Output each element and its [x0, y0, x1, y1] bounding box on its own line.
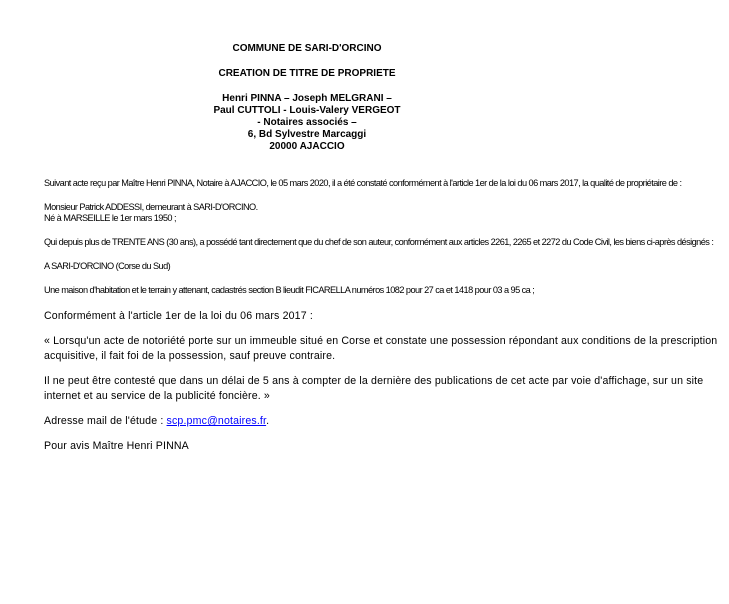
- quote-line-2: acquisitive, il fait foi de la possession, sauf preuve contraire.: [44, 350, 336, 362]
- owner-line-1: Monsieur Patrick ADDESSI, demeurant à SARI-D'ORCINO.: [44, 202, 258, 212]
- email-suffix: .: [266, 415, 270, 427]
- signature-line: Pour avis Maître Henri PINNA: [44, 440, 189, 452]
- notaries-line-1: Henri PINNA – Joseph MELGRANI –: [222, 93, 392, 104]
- commune-title: COMMUNE DE SARI-D'ORCINO: [232, 43, 382, 54]
- possession-paragraph: Qui depuis plus de TRENTE ANS (30 ans), a possédé tant directement que du chef de son auteur, conformément aux articles 2261, 2265 et 2272 du Code Civil, les biens ci-après désignés :: [44, 237, 714, 247]
- notice-subject: CREATION DE TITRE DE PROPRIETE: [218, 68, 396, 79]
- contest-line-1: Il ne peut être contesté que dans un délai de 5 ans à compter de la dernière des publications de cet acte par voie d'affichage, sur un site: [44, 375, 704, 387]
- address-line-1: 6, Bd Sylvestre Marcaggi: [247, 129, 367, 140]
- law-intro: Conformément à l'article 1er de la loi du 06 mars 2017 :: [44, 310, 313, 322]
- quote-line-1: « Lorsqu'un acte de notoriété porte sur un immeuble situé en Corse et constate une possession répondant aux conditions de la prescription: [44, 335, 718, 347]
- contest-line-2: internet et au service de la publicité foncière. »: [44, 390, 270, 402]
- notaries-line-2: Paul CUTTOLI - Louis-Valery VERGEOT: [213, 105, 401, 116]
- owner-line-2: Né à MARSEILLE le 1er mars 1950 ;: [44, 213, 176, 223]
- address-line-2: 20000 AJACCIO: [269, 141, 345, 152]
- acte-paragraph: Suivant acte reçu par Maître Henri PINNA, Notaire à AJACCIO, le 05 mars 2020, il a été constaté conformément à l'article 1er de la loi du 06 mars 2017, la qualité de propriétaire de :: [44, 178, 682, 188]
- email-link[interactable]: scp.pmc@notaires.fr: [166, 415, 267, 427]
- property-description: Une maison d'habitation et le terrain y attenant, cadastrés section B lieudit FICARELLA numéros 1082 pour 27 ca et 1418 pour 03 a 95 ca ;: [44, 285, 535, 295]
- notaries-line-3: - Notaires associés –: [257, 117, 357, 128]
- email-line: [44, 414, 269, 429]
- location-line: A SARI-D'ORCINO (Corse du Sud): [44, 261, 171, 271]
- email-label: Adresse mail de l'étude :: [44, 415, 167, 427]
